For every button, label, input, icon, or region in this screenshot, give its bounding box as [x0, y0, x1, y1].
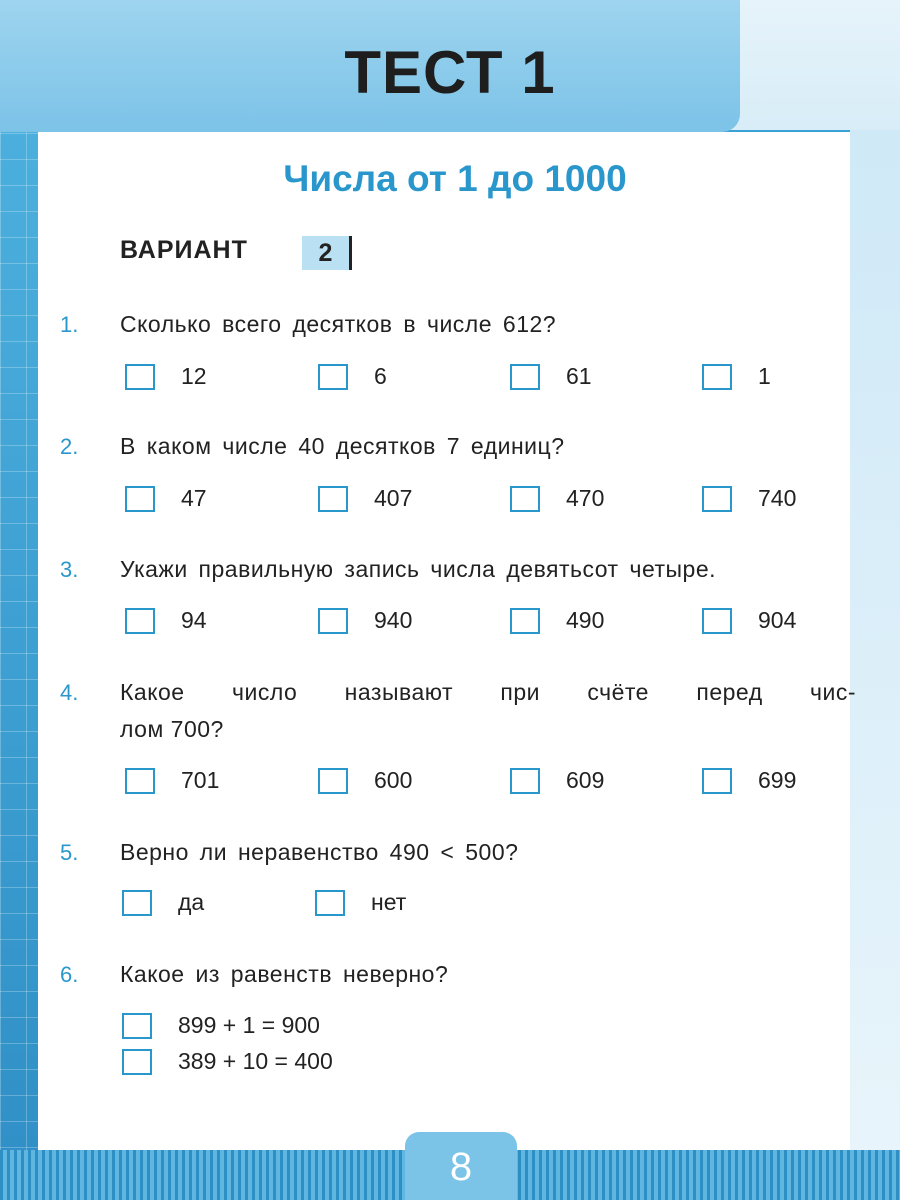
checkbox[interactable]	[510, 768, 540, 794]
option-label: 470	[566, 485, 605, 511]
question-number: 2.	[60, 434, 79, 459]
option-label: 609	[566, 767, 605, 793]
question-text: Какое число называют при счёте перед чис-	[120, 679, 856, 705]
option-label: 904	[758, 607, 797, 633]
question-text: Сколько всего десятков в числе 612?	[120, 311, 557, 337]
checkbox[interactable]	[125, 364, 155, 390]
checkbox[interactable]	[702, 768, 732, 794]
checkbox[interactable]	[510, 608, 540, 634]
option-label: 12	[181, 363, 207, 389]
option-label: нет	[371, 889, 407, 915]
option-label: 47	[181, 485, 207, 511]
question-text: Какое из равенств неверно?	[120, 961, 449, 987]
option-label: 740	[758, 485, 797, 511]
option-label: 600	[374, 767, 413, 793]
question-text: Укажи правильную запись числа девятьсот четыре.	[120, 556, 717, 582]
page-sheet	[38, 132, 850, 1152]
checkbox[interactable]	[125, 768, 155, 794]
question-text: Верно ли неравенство 490 < 500?	[120, 839, 519, 865]
checkbox[interactable]	[125, 608, 155, 634]
option-label: 899 + 1 = 900	[178, 1012, 320, 1038]
option-label: 6	[374, 363, 387, 389]
checkbox[interactable]	[702, 486, 732, 512]
checkbox[interactable]	[510, 364, 540, 390]
checkbox[interactable]	[125, 486, 155, 512]
question-text-continuation: лом 700?	[120, 716, 224, 742]
option-label: 61	[566, 363, 592, 389]
question-number: 1.	[60, 312, 79, 337]
checkbox[interactable]	[122, 1049, 152, 1075]
checkbox[interactable]	[318, 608, 348, 634]
question-text: В каком числе 40 десятков 7 единиц?	[120, 433, 565, 459]
option-label: 940	[374, 607, 413, 633]
option-label: 490	[566, 607, 605, 633]
variant-label: ВАРИАНТ	[120, 236, 248, 264]
checkbox[interactable]	[318, 768, 348, 794]
variant-number: 2	[302, 236, 352, 270]
option-label: 389 + 10 = 400	[178, 1048, 333, 1074]
checkbox[interactable]	[702, 364, 732, 390]
option-label: 407	[374, 485, 413, 511]
test-title: ТЕСТ 1	[344, 39, 556, 106]
page-subtitle: Числа от 1 до 1000	[283, 158, 627, 199]
page-number: 8	[449, 1145, 473, 1189]
right-decoration	[850, 130, 900, 1200]
question-number: 6.	[60, 962, 79, 987]
option-label: да	[178, 889, 205, 915]
question-number: 4.	[60, 680, 79, 705]
option-label: 1	[758, 363, 771, 389]
checkbox[interactable]	[702, 608, 732, 634]
checkbox[interactable]	[122, 1013, 152, 1039]
option-label: 94	[181, 607, 207, 633]
checkbox[interactable]	[318, 364, 348, 390]
option-label: 701	[181, 767, 220, 793]
question-number: 5.	[60, 840, 79, 865]
checkbox[interactable]	[122, 890, 152, 916]
question-number: 3.	[60, 557, 79, 582]
option-label: 699	[758, 767, 797, 793]
checkbox[interactable]	[318, 486, 348, 512]
checkbox[interactable]	[510, 486, 540, 512]
checkbox[interactable]	[315, 890, 345, 916]
